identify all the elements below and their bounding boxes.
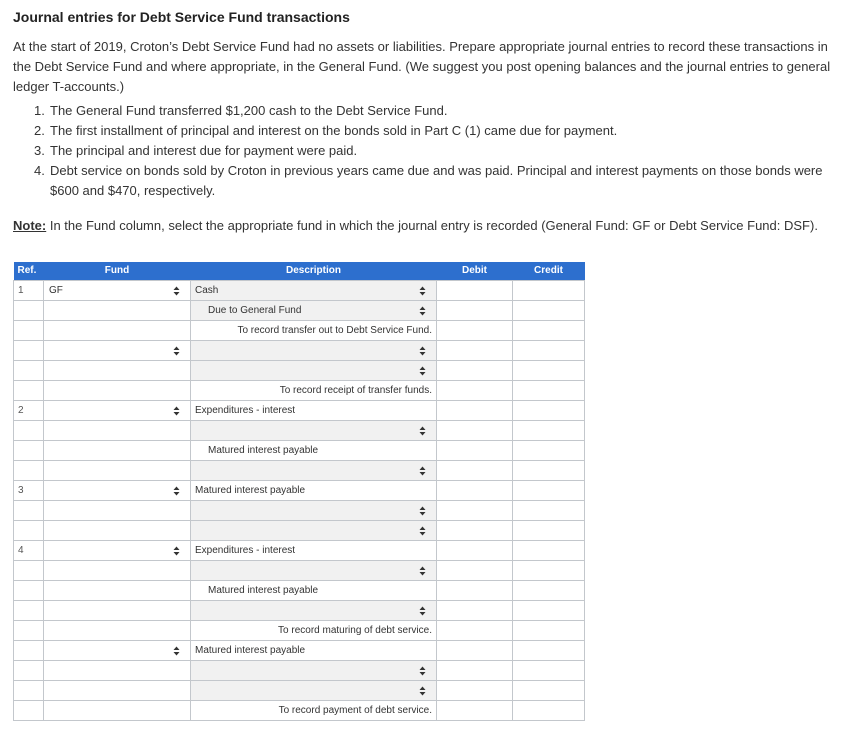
- credit-input[interactable]: [513, 360, 585, 380]
- description-text: Expenditures - interest: [195, 544, 296, 556]
- transaction-item: [34, 141, 824, 161]
- debit-input[interactable]: [437, 420, 513, 440]
- table-row: [14, 520, 585, 540]
- select-arrows-icon: [419, 506, 426, 516]
- fund-cell: [44, 660, 191, 680]
- ref-cell: [14, 660, 44, 680]
- transaction-item: [34, 101, 824, 121]
- description-text: To record maturing of debt service.: [278, 624, 432, 636]
- transaction-text: The principal and interest due for payment were paid.: [50, 143, 358, 158]
- description-select[interactable]: [191, 520, 437, 540]
- note: [13, 216, 823, 236]
- credit-input[interactable]: [513, 540, 585, 560]
- description-cell: [191, 480, 437, 500]
- transaction-number: 1.: [34, 103, 45, 118]
- table-row: [14, 620, 585, 640]
- description-text: Matured interest payable: [195, 644, 306, 656]
- description-text: To record payment of debt service.: [278, 704, 432, 716]
- description-text: To record receipt of transfer funds.: [279, 384, 432, 396]
- header-description: Description: [191, 262, 437, 280]
- description-select[interactable]: [191, 560, 437, 580]
- table-row: [14, 700, 585, 720]
- select-arrows-icon: [419, 466, 426, 476]
- description-cell: [191, 440, 437, 460]
- ref-cell: 4: [14, 540, 44, 560]
- table-row: [14, 360, 585, 380]
- description-select[interactable]: [191, 420, 437, 440]
- select-arrows-icon: [419, 346, 426, 356]
- table-row: [14, 440, 585, 460]
- fund-cell: [44, 440, 191, 460]
- fund-cell: [44, 420, 191, 440]
- debit-input[interactable]: [437, 340, 513, 360]
- select-arrows-icon: [173, 286, 180, 296]
- ref-cell: [14, 560, 44, 580]
- ref-cell: [14, 460, 44, 480]
- ref-cell: [14, 680, 44, 700]
- transaction-text: Debt service on bonds sold by Croton in previous years came due and was paid. Principal and interest payments on those bonds were $600 and $470, respectively.: [50, 163, 823, 198]
- fund-cell: [44, 700, 191, 720]
- table-row: [14, 280, 585, 300]
- description-select[interactable]: [191, 500, 437, 520]
- description-select[interactable]: [191, 360, 437, 380]
- ref-cell: 3: [14, 480, 44, 500]
- table-row: [14, 600, 585, 620]
- description-text: Cash: [195, 284, 219, 296]
- fund-cell: [44, 680, 191, 700]
- description-select[interactable]: [191, 280, 437, 300]
- description-select[interactable]: [191, 680, 437, 700]
- description-text: To record transfer out to Debt Service Fund.: [237, 324, 432, 336]
- select-arrows-icon: [419, 366, 426, 376]
- ref-cell: [14, 620, 44, 640]
- transaction-text: The first installment of principal and interest on the bonds sold in Part C (1) came due for payment.: [50, 123, 618, 138]
- description-cell: [191, 540, 437, 560]
- fund-cell: [44, 520, 191, 540]
- transaction-number: 4.: [34, 163, 45, 178]
- table-row: [14, 320, 585, 340]
- header-credit: Credit: [513, 262, 585, 280]
- credit-input[interactable]: [513, 500, 585, 520]
- credit-input[interactable]: [513, 320, 585, 340]
- select-arrows-icon: [419, 606, 426, 616]
- credit-input[interactable]: [513, 460, 585, 480]
- debit-input[interactable]: [437, 660, 513, 680]
- note-text: In the Fund column, select the appropriate fund in which the journal entry is recorded (General Fund: GF or Debt Service Fund: DSF).: [46, 218, 818, 233]
- select-arrows-icon: [419, 526, 426, 536]
- table-row: [14, 680, 585, 700]
- fund-select[interactable]: [44, 540, 191, 560]
- debit-input[interactable]: [437, 680, 513, 700]
- ref-cell: [14, 420, 44, 440]
- description-cell: [191, 400, 437, 420]
- description-select[interactable]: [191, 660, 437, 680]
- transaction-number: 3.: [34, 143, 45, 158]
- debit-input[interactable]: [437, 620, 513, 640]
- fund-cell: [44, 320, 191, 340]
- note-label: Note:: [13, 218, 47, 233]
- debit-input[interactable]: [437, 560, 513, 580]
- table-row: [14, 460, 585, 480]
- select-arrows-icon: [173, 486, 180, 496]
- select-arrows-icon: [419, 666, 426, 676]
- debit-input[interactable]: [437, 640, 513, 660]
- select-arrows-icon: [173, 406, 180, 416]
- ref-cell: [14, 300, 44, 320]
- credit-input[interactable]: [513, 520, 585, 540]
- fund-select[interactable]: [44, 280, 191, 300]
- debit-input[interactable]: [437, 600, 513, 620]
- description-cell: [191, 620, 437, 640]
- credit-input[interactable]: [513, 280, 585, 300]
- table-row: [14, 380, 585, 400]
- credit-input[interactable]: [513, 660, 585, 680]
- instructions-text: At the start of 2019, Croton’s Debt Service Fund had no assets or liabilities. Prepare appropriate journal entries to record these transactions in the Debt Service Fund and where appropriate, in the General Fund. (We suggest you post opening balances and the journal entries to general ledger T-accounts.): [13, 39, 831, 94]
- fund-cell: [44, 500, 191, 520]
- table-row: [14, 660, 585, 680]
- ref-cell: [14, 600, 44, 620]
- table-row: [14, 340, 585, 360]
- debit-input[interactable]: [437, 520, 513, 540]
- debit-input[interactable]: [437, 460, 513, 480]
- credit-input[interactable]: [513, 680, 585, 700]
- transaction-number: 2.: [34, 123, 45, 138]
- select-arrows-icon: [419, 686, 426, 696]
- transaction-item: [34, 121, 824, 141]
- select-arrows-icon: [419, 566, 426, 576]
- table-row: [14, 400, 585, 420]
- header-debit: Debit: [437, 262, 513, 280]
- credit-input[interactable]: [513, 620, 585, 640]
- debit-input[interactable]: [437, 580, 513, 600]
- fund-select[interactable]: [44, 480, 191, 500]
- fund-cell: [44, 580, 191, 600]
- credit-input[interactable]: [513, 560, 585, 580]
- table-row: [14, 640, 585, 660]
- table-row: [14, 560, 585, 580]
- ref-cell: [14, 340, 44, 360]
- select-arrows-icon: [173, 346, 180, 356]
- fund-cell: [44, 460, 191, 480]
- transaction-list: [34, 101, 824, 201]
- description-select[interactable]: [191, 300, 437, 320]
- description-text: Due to General Fund: [208, 304, 302, 316]
- header-ref: Ref.: [14, 262, 44, 280]
- credit-input[interactable]: [513, 380, 585, 400]
- debit-input[interactable]: [437, 480, 513, 500]
- fund-cell: [44, 360, 191, 380]
- ref-cell: [14, 380, 44, 400]
- transaction-text: The General Fund transferred $1,200 cash to the Debt Service Fund.: [50, 103, 448, 118]
- debit-input[interactable]: [437, 540, 513, 560]
- table-row: [14, 500, 585, 520]
- description-cell: [191, 380, 437, 400]
- credit-input[interactable]: [513, 600, 585, 620]
- credit-input[interactable]: [513, 400, 585, 420]
- fund-select[interactable]: [44, 340, 191, 360]
- journal-entry-body: [14, 280, 585, 720]
- description-text: Matured interest payable: [208, 444, 319, 456]
- ref-cell: [14, 440, 44, 460]
- table-row: [14, 540, 585, 560]
- credit-input[interactable]: [513, 440, 585, 460]
- credit-input[interactable]: [513, 700, 585, 720]
- description-cell: [191, 640, 437, 660]
- description-text: Matured interest payable: [195, 484, 306, 496]
- ref-cell: [14, 700, 44, 720]
- page-title: Journal entries for Debt Service Fund transactions: [13, 9, 350, 25]
- debit-input[interactable]: [437, 440, 513, 460]
- debit-input[interactable]: [437, 320, 513, 340]
- table-header-row: [14, 262, 585, 280]
- select-arrows-icon: [419, 286, 426, 296]
- header-fund: Fund: [44, 262, 191, 280]
- select-arrows-icon: [173, 646, 180, 656]
- ref-cell: [14, 320, 44, 340]
- journal-entry-table: [13, 262, 585, 721]
- select-arrows-icon: [173, 546, 180, 556]
- fund-value: GF: [49, 284, 63, 296]
- description-select[interactable]: [191, 460, 437, 480]
- credit-input[interactable]: [513, 640, 585, 660]
- fund-cell: [44, 620, 191, 640]
- debit-input[interactable]: [437, 360, 513, 380]
- fund-cell: [44, 380, 191, 400]
- description-text: Expenditures - interest: [195, 404, 296, 416]
- debit-input[interactable]: [437, 700, 513, 720]
- credit-input[interactable]: [513, 580, 585, 600]
- ref-cell: [14, 580, 44, 600]
- table-row: [14, 300, 585, 320]
- credit-input[interactable]: [513, 300, 585, 320]
- debit-input[interactable]: [437, 300, 513, 320]
- description-cell: [191, 700, 437, 720]
- fund-cell: [44, 300, 191, 320]
- fund-select[interactable]: [44, 400, 191, 420]
- debit-input[interactable]: [437, 280, 513, 300]
- description-text: Matured interest payable: [208, 584, 319, 596]
- ref-cell: 1: [14, 280, 44, 300]
- select-arrows-icon: [419, 426, 426, 436]
- debit-input[interactable]: [437, 500, 513, 520]
- select-arrows-icon: [419, 306, 426, 316]
- description-cell: [191, 320, 437, 340]
- fund-select[interactable]: [44, 640, 191, 660]
- ref-cell: [14, 640, 44, 660]
- debit-input[interactable]: [437, 380, 513, 400]
- ref-cell: 2: [14, 400, 44, 420]
- table-row: [14, 480, 585, 500]
- table-row: [14, 420, 585, 440]
- transaction-item: [34, 161, 824, 201]
- debit-input[interactable]: [437, 400, 513, 420]
- ref-cell: [14, 520, 44, 540]
- fund-cell: [44, 600, 191, 620]
- credit-input[interactable]: [513, 420, 585, 440]
- description-select[interactable]: [191, 600, 437, 620]
- description-select[interactable]: [191, 340, 437, 360]
- ref-cell: [14, 360, 44, 380]
- table-row: [14, 580, 585, 600]
- fund-cell: [44, 560, 191, 580]
- ref-cell: [14, 500, 44, 520]
- description-cell: [191, 580, 437, 600]
- credit-input[interactable]: [513, 340, 585, 360]
- credit-input[interactable]: [513, 480, 585, 500]
